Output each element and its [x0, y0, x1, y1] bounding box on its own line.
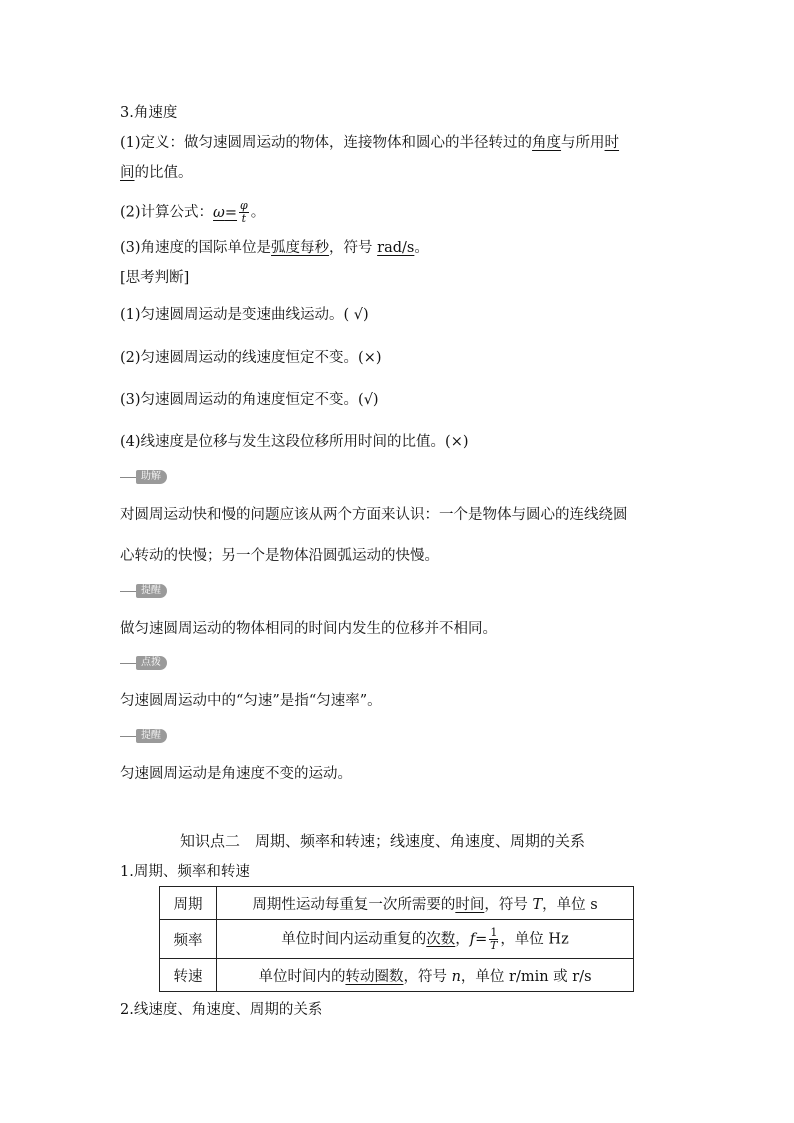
formula-equals: = [224, 204, 238, 221]
note-tag [120, 470, 167, 484]
table-value-period [217, 887, 634, 920]
note-tag [120, 656, 167, 670]
formula-line [120, 200, 265, 225]
definition-mid: 与所用 [561, 135, 605, 151]
cell-symbol: T [532, 896, 543, 913]
note-tag-label: 点拨 [136, 656, 167, 670]
judge-item: (4)线速度是位移与发生这段位移所用时间的比值。(×) [120, 434, 469, 450]
fraction-denominator: T [490, 938, 498, 952]
frequency-fraction [489, 927, 498, 952]
formula-label: (2)计算公式： [120, 204, 214, 221]
note-text: 匀速圆周运动中的“匀速”是指“匀速率”。 [120, 693, 382, 709]
note-tag-label: 提醒 [136, 584, 167, 598]
section2-subheading-1: 1.周期、频率和转速 [120, 864, 250, 880]
table-key-frequency: 频率 [160, 920, 217, 959]
table-row [160, 887, 634, 920]
note-text: 心转动的快慢；另一个是物体沿圆弧运动的快慢。 [120, 548, 439, 564]
cell-symbol: n [451, 968, 461, 985]
note-tag [120, 584, 167, 598]
formula-expression [213, 199, 251, 225]
definition-text: (1)定义：做匀速圆周运动的物体，连接物体和圆心的半径转过的 [120, 135, 533, 151]
formula-omega: ω [213, 204, 225, 221]
section2-subheading-2: 2.线速度、角速度、周期的关系 [120, 1002, 323, 1018]
definition-line-2 [120, 163, 193, 183]
cell-text: ，符号 [403, 968, 452, 985]
cell-text: ， [455, 931, 470, 947]
note-text: 匀速圆周运动是角速度不变的运动。 [120, 766, 352, 782]
section3-heading: 3.角速度 [120, 105, 178, 121]
table-key-speed: 转速 [160, 959, 217, 992]
section2-title: 知识点二 周期、频率和转速；线速度、角速度、周期的关系 [180, 832, 586, 850]
cell-text: ，单位 s [542, 896, 598, 913]
note-tag-label: 助解 [136, 470, 167, 484]
note-text: 对圆周运动快和慢的问题应该从两个方面来认识：一个是物体与圆心的连线绕圆 [120, 507, 628, 523]
unit-line [120, 238, 429, 258]
table-value-frequency [217, 920, 634, 959]
cell-text: ，单位 r/min 或 r/s [460, 968, 592, 985]
table-row [160, 959, 634, 992]
definition-time-part2: 间 [120, 165, 135, 181]
cell-underline: 时间 [455, 896, 485, 913]
judge-item: (3)匀速圆周运动的角速度恒定不变。(√) [120, 392, 379, 408]
formula-end: 。 [250, 204, 266, 221]
table-value-speed [217, 959, 634, 992]
unit-end: 。 [414, 240, 429, 256]
definition-suffix: 的比值。 [134, 165, 193, 181]
table-row [160, 920, 634, 959]
unit-symbol: rad/s [377, 240, 415, 256]
cell-text: = [475, 931, 488, 947]
period-frequency-table [159, 886, 634, 992]
cell-text: 周期性运动每重复一次所需要的 [252, 896, 456, 913]
formula-denominator: t [241, 212, 247, 225]
cell-text: ，单位 Hz [500, 931, 569, 947]
judge-item: (1)匀速圆周运动是变速曲线运动。( √) [120, 307, 369, 323]
definition-line-1 [120, 133, 619, 153]
cell-symbol: f [469, 931, 476, 947]
definition-time-part1: 时 [604, 135, 620, 151]
fraction-numerator: 1 [490, 925, 498, 939]
definition-angle: 角度 [532, 135, 562, 151]
cell-text: ，符号 [484, 896, 533, 913]
formula-numerator: φ [240, 199, 248, 212]
table-key-period: 周期 [160, 887, 217, 920]
unit-mid: ，符号 [329, 240, 378, 256]
cell-underline: 转动圈数 [345, 968, 404, 985]
judge-heading: [思考判断] [120, 270, 190, 286]
formula-fraction [239, 200, 249, 225]
cell-text: 单位时间内的 [258, 968, 346, 985]
note-text: 做匀速圆周运动的物体相同的时间内发生的位移并不相同。 [120, 621, 497, 637]
note-tag-label: 提醒 [136, 729, 167, 743]
judge-item: (2)匀速圆周运动的线速度恒定不变。(×) [120, 350, 382, 366]
note-tag [120, 729, 167, 743]
cell-text: 单位时间内运动重复的 [281, 931, 427, 947]
unit-text: (3)角速度的国际单位是 [120, 240, 272, 256]
cell-underline: 次数 [426, 931, 456, 947]
unit-name: 弧度每秒 [271, 240, 330, 256]
